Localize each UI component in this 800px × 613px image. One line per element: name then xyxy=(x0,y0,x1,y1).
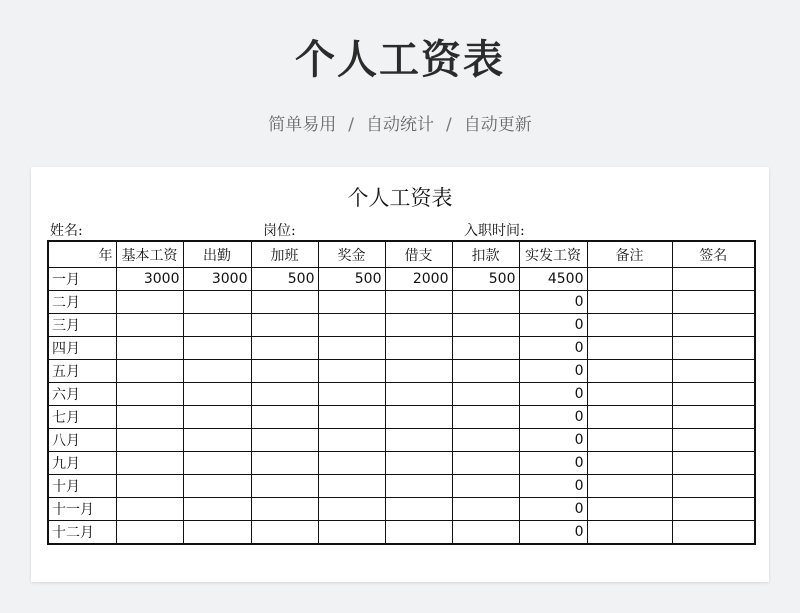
attendance-cell[interactable] xyxy=(183,406,251,429)
header-base-salary: 基本工资 xyxy=(116,241,183,268)
table-row xyxy=(48,314,755,337)
name-label: 姓名: xyxy=(50,223,83,239)
table-row xyxy=(48,291,755,314)
advance-cell[interactable] xyxy=(385,360,452,383)
deduction-cell[interactable] xyxy=(452,337,519,360)
signature-cell[interactable] xyxy=(672,268,755,291)
overtime-cell[interactable] xyxy=(251,429,318,452)
bonus-cell[interactable] xyxy=(318,406,385,429)
header-overtime: 加班 xyxy=(251,241,318,268)
page-title: 个人工资表 xyxy=(295,37,505,83)
deduction-cell[interactable] xyxy=(452,291,519,314)
feature-tag: 自动统计 xyxy=(366,115,434,135)
signature-cell[interactable] xyxy=(672,291,755,314)
overtime-cell[interactable]: 500 xyxy=(251,268,318,291)
overtime-cell[interactable] xyxy=(251,360,318,383)
remarks-cell[interactable] xyxy=(587,360,672,383)
attendance-cell[interactable] xyxy=(183,475,251,498)
table-row xyxy=(48,498,755,521)
bonus-cell[interactable] xyxy=(318,475,385,498)
remarks-cell[interactable] xyxy=(587,291,672,314)
remarks-cell[interactable] xyxy=(587,521,672,545)
overtime-cell[interactable] xyxy=(251,452,318,475)
header-advance: 借支 xyxy=(385,241,452,268)
signature-cell[interactable] xyxy=(672,314,755,337)
bonus-cell[interactable] xyxy=(318,383,385,406)
advance-cell[interactable] xyxy=(385,337,452,360)
net-pay-cell[interactable]: 0 xyxy=(519,383,587,406)
month-cell: 八月 xyxy=(48,429,116,452)
month-cell: 四月 xyxy=(48,337,116,360)
remarks-cell[interactable] xyxy=(587,314,672,337)
advance-cell[interactable] xyxy=(385,429,452,452)
header-signature: 签名 xyxy=(672,241,755,268)
advance-cell[interactable]: 2000 xyxy=(385,268,452,291)
attendance-cell[interactable] xyxy=(183,498,251,521)
net-pay-cell[interactable]: 0 xyxy=(519,498,587,521)
net-pay-cell[interactable]: 0 xyxy=(519,475,587,498)
signature-cell[interactable] xyxy=(672,360,755,383)
month-cell: 九月 xyxy=(48,452,116,475)
advance-cell[interactable] xyxy=(385,475,452,498)
remarks-cell[interactable] xyxy=(587,383,672,406)
employee-info-row xyxy=(31,220,769,238)
header-year: 年 xyxy=(48,241,116,268)
signature-cell[interactable] xyxy=(672,429,755,452)
net-pay-cell[interactable]: 0 xyxy=(519,452,587,475)
overtime-cell[interactable] xyxy=(251,383,318,406)
attendance-cell[interactable] xyxy=(183,360,251,383)
net-pay-cell[interactable]: 4500 xyxy=(519,268,587,291)
attendance-cell[interactable] xyxy=(183,337,251,360)
month-cell: 十月 xyxy=(48,475,116,498)
deduction-cell[interactable] xyxy=(452,360,519,383)
base-salary-cell[interactable] xyxy=(116,291,183,314)
net-pay-cell[interactable]: 0 xyxy=(519,406,587,429)
base-salary-cell[interactable] xyxy=(116,383,183,406)
bonus-cell[interactable] xyxy=(318,314,385,337)
deduction-cell[interactable] xyxy=(452,498,519,521)
attendance-cell[interactable] xyxy=(183,521,251,545)
base-salary-cell[interactable] xyxy=(116,406,183,429)
remarks-cell[interactable] xyxy=(587,429,672,452)
salary-table xyxy=(47,240,756,545)
month-cell: 十二月 xyxy=(48,521,116,545)
overtime-cell[interactable] xyxy=(251,406,318,429)
overtime-cell[interactable] xyxy=(251,291,318,314)
remarks-cell[interactable] xyxy=(587,475,672,498)
base-salary-cell[interactable] xyxy=(116,337,183,360)
signature-cell[interactable] xyxy=(672,383,755,406)
feature-tag: 简单易用 xyxy=(268,115,337,135)
bonus-cell[interactable] xyxy=(318,291,385,314)
base-salary-cell[interactable] xyxy=(116,314,183,337)
feature-tag: 自动更新 xyxy=(463,115,532,135)
bonus-cell[interactable] xyxy=(318,521,385,545)
deduction-cell[interactable] xyxy=(452,406,519,429)
table-row xyxy=(48,383,755,406)
remarks-cell[interactable] xyxy=(587,268,672,291)
bonus-cell[interactable] xyxy=(318,360,385,383)
month-cell: 七月 xyxy=(48,406,116,429)
signature-cell[interactable] xyxy=(672,521,755,545)
advance-cell[interactable] xyxy=(385,452,452,475)
deduction-cell[interactable] xyxy=(452,475,519,498)
deduction-cell[interactable] xyxy=(452,452,519,475)
bonus-cell[interactable] xyxy=(318,452,385,475)
net-pay-cell[interactable]: 0 xyxy=(519,429,587,452)
signature-cell[interactable] xyxy=(672,406,755,429)
advance-cell[interactable] xyxy=(385,521,452,545)
month-cell: 六月 xyxy=(48,383,116,406)
deduction-cell[interactable]: 500 xyxy=(452,268,519,291)
bonus-cell[interactable] xyxy=(318,498,385,521)
bonus-cell[interactable] xyxy=(318,337,385,360)
remarks-cell[interactable] xyxy=(587,406,672,429)
table-row xyxy=(48,406,755,429)
signature-cell[interactable] xyxy=(672,475,755,498)
base-salary-cell[interactable]: 3000 xyxy=(116,268,183,291)
deduction-cell[interactable] xyxy=(452,314,519,337)
table-row xyxy=(48,429,755,452)
sheet-title: 个人工资表 xyxy=(347,186,453,210)
table-row xyxy=(48,452,755,475)
deduction-cell[interactable] xyxy=(452,521,519,545)
post-label: 岗位: xyxy=(263,223,296,239)
table-row xyxy=(48,360,755,383)
advance-cell[interactable] xyxy=(385,406,452,429)
month-cell: 三月 xyxy=(48,314,116,337)
deduction-cell[interactable] xyxy=(452,383,519,406)
advance-cell[interactable] xyxy=(385,498,452,521)
attendance-cell[interactable]: 3000 xyxy=(183,268,251,291)
attendance-cell[interactable] xyxy=(183,383,251,406)
overtime-cell[interactable] xyxy=(251,314,318,337)
bonus-cell[interactable] xyxy=(318,429,385,452)
entry-date-label: 入职时间: xyxy=(464,223,525,239)
attendance-cell[interactable] xyxy=(183,452,251,475)
base-salary-cell[interactable] xyxy=(116,429,183,452)
base-salary-cell[interactable] xyxy=(116,360,183,383)
overtime-cell[interactable] xyxy=(251,498,318,521)
base-salary-cell[interactable] xyxy=(116,475,183,498)
overtime-cell[interactable] xyxy=(251,337,318,360)
header-row xyxy=(48,241,755,268)
month-cell: 二月 xyxy=(48,291,116,314)
advance-cell[interactable] xyxy=(385,291,452,314)
remarks-cell[interactable] xyxy=(587,498,672,521)
advance-cell[interactable] xyxy=(385,383,452,406)
bonus-cell[interactable]: 500 xyxy=(318,268,385,291)
remarks-cell[interactable] xyxy=(587,337,672,360)
header-deduction: 扣款 xyxy=(452,241,519,268)
table-row xyxy=(48,268,755,291)
base-salary-cell[interactable] xyxy=(116,498,183,521)
attendance-cell[interactable] xyxy=(183,429,251,452)
header-bonus: 奖金 xyxy=(318,241,385,268)
base-salary-cell[interactable] xyxy=(116,521,183,545)
base-salary-cell[interactable] xyxy=(116,452,183,475)
tag-separator: / xyxy=(446,115,452,135)
table-row xyxy=(48,337,755,360)
deduction-cell[interactable] xyxy=(452,429,519,452)
overtime-cell[interactable] xyxy=(251,475,318,498)
table-row xyxy=(48,521,755,545)
header-net-pay: 实发工资 xyxy=(519,241,587,268)
net-pay-cell[interactable]: 0 xyxy=(519,521,587,545)
attendance-cell[interactable] xyxy=(183,314,251,337)
month-cell: 一月 xyxy=(48,268,116,291)
net-pay-cell[interactable]: 0 xyxy=(519,314,587,337)
tag-separator: / xyxy=(348,115,354,135)
header-remarks: 备注 xyxy=(587,241,672,268)
signature-cell[interactable] xyxy=(672,498,755,521)
month-cell: 五月 xyxy=(48,360,116,383)
signature-cell[interactable] xyxy=(672,337,755,360)
net-pay-cell[interactable]: 0 xyxy=(519,291,587,314)
signature-cell[interactable] xyxy=(672,452,755,475)
net-pay-cell[interactable]: 0 xyxy=(519,360,587,383)
overtime-cell[interactable] xyxy=(251,521,318,545)
table-row xyxy=(48,475,755,498)
feature-tagline xyxy=(0,112,800,138)
remarks-cell[interactable] xyxy=(587,452,672,475)
month-cell: 十一月 xyxy=(48,498,116,521)
net-pay-cell[interactable]: 0 xyxy=(519,337,587,360)
attendance-cell[interactable] xyxy=(183,291,251,314)
header-attendance: 出勤 xyxy=(183,241,251,268)
advance-cell[interactable] xyxy=(385,314,452,337)
salary-sheet xyxy=(31,167,769,582)
